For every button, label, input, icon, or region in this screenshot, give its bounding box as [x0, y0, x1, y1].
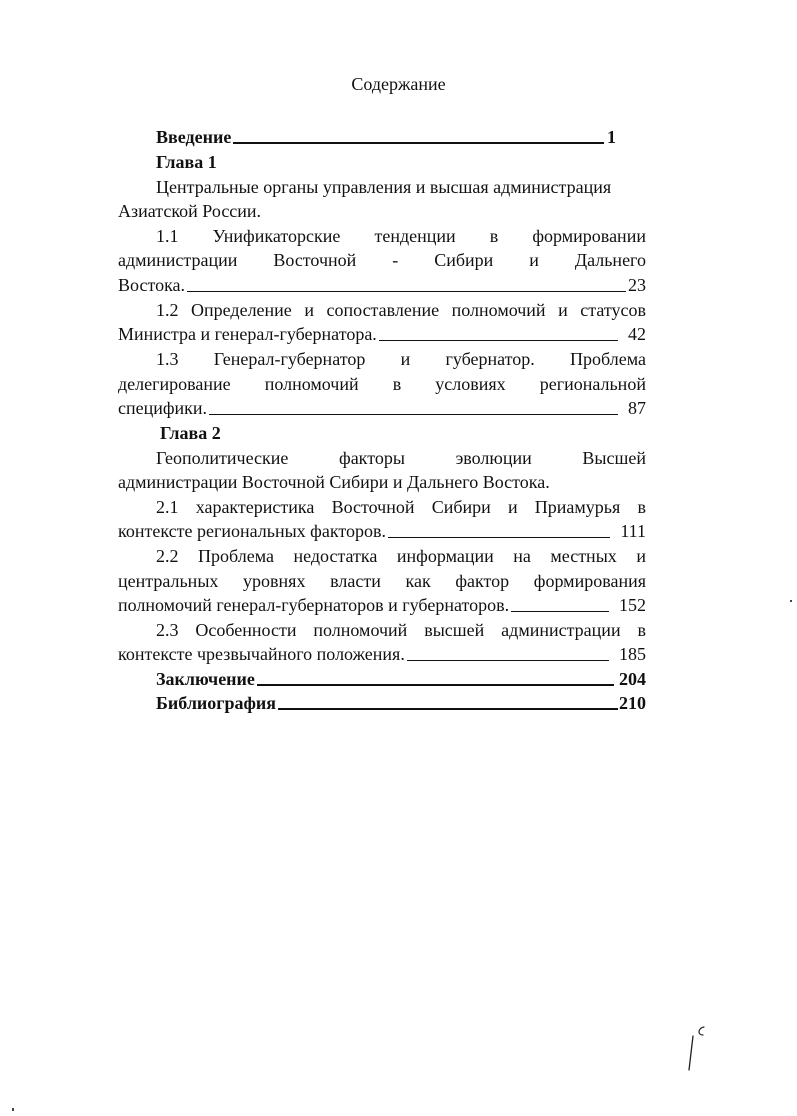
word: Сибири	[431, 497, 491, 517]
word: уровнях	[243, 571, 306, 591]
word: полномочий	[313, 620, 408, 640]
toc-label: контексте региональных факторов.	[118, 521, 386, 541]
word: Восточной	[331, 497, 415, 517]
toc-entry-2-3-line-2	[118, 642, 646, 666]
toc-page: 42	[628, 324, 646, 344]
word: Проблема	[570, 349, 646, 369]
word: делегирование	[118, 374, 231, 394]
toc-entry-1-1-line-3	[118, 273, 646, 297]
word: и	[558, 300, 568, 320]
toc-page: 23	[628, 275, 646, 295]
word: Высшей	[582, 448, 646, 468]
leader-line	[511, 611, 609, 612]
word: Особенности	[195, 620, 297, 640]
chapter-1-title-line-1	[156, 175, 646, 199]
word: факторы	[339, 448, 405, 468]
toc-entry-conclusion	[156, 667, 646, 691]
word: недостатка	[293, 546, 378, 566]
word: условиях	[435, 374, 506, 394]
leader-line	[209, 414, 618, 415]
toc-label: Министра и генерал-губернатора.	[118, 324, 377, 344]
word: высшей	[424, 620, 485, 640]
word: и	[507, 497, 518, 517]
toc-page: 185	[619, 644, 646, 664]
word: как	[405, 571, 431, 591]
toc-label: полномочий генерал-губернаторов и губернаторов.	[118, 595, 510, 615]
toc-page: 210	[619, 693, 646, 713]
word: и	[400, 349, 411, 369]
toc-entry-1-3-line-3	[118, 396, 646, 420]
section-number: 1.1	[156, 226, 179, 246]
word: полномочий	[264, 374, 359, 394]
toc-label: контексте чрезвычайного положения.	[118, 644, 405, 664]
leader-line	[233, 142, 604, 144]
word: губернатор.	[445, 349, 535, 369]
chapter-2-title-line-2: администрации Восточной Сибири и Дальнего Востока.	[118, 472, 550, 492]
word: 1.2	[156, 300, 179, 320]
chapter-2-heading: Глава 2	[160, 423, 221, 443]
toc-entry-2-1-line-1	[156, 495, 646, 519]
toc-entry-1-1-line-2	[118, 248, 646, 272]
word: фактор	[455, 571, 510, 591]
toc-entry-bibliography	[156, 691, 646, 715]
toc-entry-1-2-line-1	[156, 298, 646, 322]
toc-label: Библиография	[156, 693, 277, 713]
word: Унификаторские	[212, 226, 341, 246]
word: 1.3	[156, 349, 179, 369]
page-title: Содержание	[351, 74, 446, 94]
word: характеристика	[195, 497, 315, 517]
word: Геополитические	[156, 448, 289, 468]
word: тенденции	[374, 226, 456, 246]
word: формирования	[533, 571, 646, 591]
toc-page: 111	[620, 521, 646, 541]
toc-entry-2-3-line-1	[156, 618, 646, 642]
scan-speck	[790, 600, 792, 602]
word: статусов	[580, 300, 646, 320]
word: администрации	[501, 620, 621, 640]
word: полномочий	[451, 300, 546, 320]
word: -	[392, 250, 399, 270]
toc-entry-1-3-line-2	[118, 372, 646, 396]
chapter-2-title-line-1	[156, 446, 646, 470]
leader-line	[379, 340, 618, 341]
word: региональной	[539, 374, 646, 394]
toc-entry-2-2-line-3	[118, 593, 646, 617]
word: на	[513, 546, 531, 566]
word: 2.1	[156, 497, 179, 517]
leader-line	[257, 684, 614, 686]
toc-entry-1-2-line-2	[118, 322, 646, 346]
leader-line	[407, 660, 609, 661]
toc-entry-2-2-line-1	[156, 544, 646, 568]
word: в	[637, 497, 646, 517]
toc-page: 204	[619, 669, 646, 689]
word: центральных	[118, 571, 219, 591]
word: 2.3	[156, 620, 179, 640]
toc-page: 87	[628, 398, 646, 418]
word: эволюции	[455, 448, 532, 468]
leader-line	[278, 708, 618, 710]
toc-label: Востока.	[118, 275, 186, 295]
toc-page: 152	[619, 595, 646, 615]
chapter-1-heading: Глава 1	[156, 152, 217, 172]
toc-entry-intro	[156, 125, 646, 149]
handwritten-mark-icon	[676, 1022, 716, 1074]
word: формировании	[532, 226, 646, 246]
text-segment: Центральные органы управления и высшая администрация	[156, 177, 612, 197]
leader-line	[388, 537, 610, 538]
word: Определение	[191, 300, 292, 320]
toc-entry-2-2-line-2	[118, 569, 646, 593]
word: Проблема	[198, 546, 274, 566]
word: местных	[550, 546, 617, 566]
toc-label: Введение	[156, 127, 232, 147]
chapter-1-title-line-2: Азиатской России.	[118, 201, 262, 221]
word: Дальнего	[574, 250, 646, 270]
word: в	[489, 226, 499, 246]
scan-speck	[12, 1108, 14, 1111]
word: Сибири	[434, 250, 494, 270]
word: сопоставление	[326, 300, 440, 320]
word: администрации	[118, 250, 238, 270]
word: информации	[396, 546, 494, 566]
word: в	[637, 620, 646, 640]
toc-entry-1-1-line-1	[156, 224, 646, 248]
word: и	[636, 546, 646, 566]
word: в	[392, 374, 402, 394]
toc-entry-1-3-line-1	[156, 347, 646, 371]
word: Восточной	[273, 250, 357, 270]
toc-label: специфики.	[118, 398, 208, 418]
word: и	[529, 250, 539, 270]
word: Приамурья	[534, 497, 621, 517]
toc-label: Заключение	[156, 669, 255, 689]
leader-line	[187, 291, 626, 292]
toc-page: 1	[607, 127, 616, 147]
word: и	[304, 300, 314, 320]
word: власти	[330, 571, 381, 591]
word: 2.2	[156, 546, 179, 566]
toc-entry-2-1-line-2	[118, 519, 646, 543]
word: Генерал-губернатор	[213, 349, 366, 369]
